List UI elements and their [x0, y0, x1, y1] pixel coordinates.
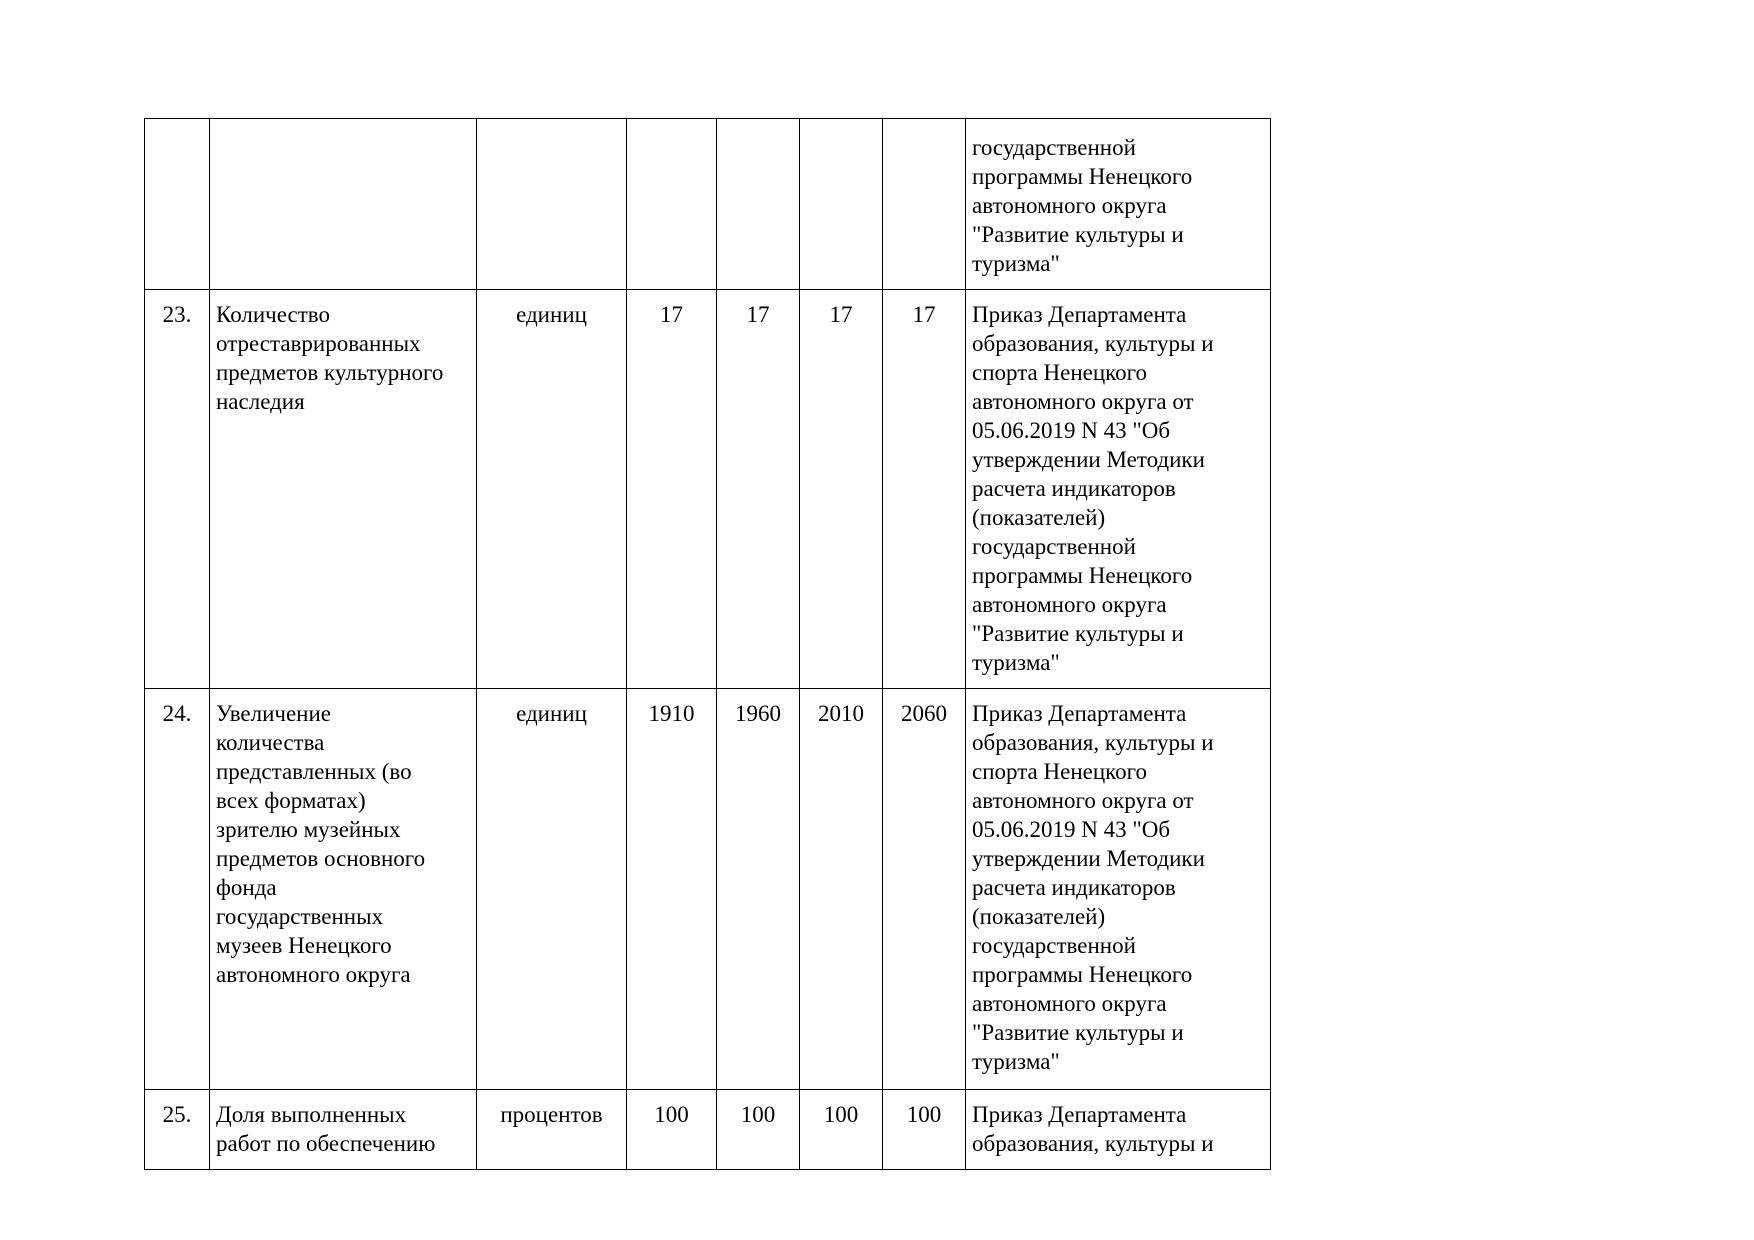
value-cell-2: 17 [717, 290, 800, 689]
table-row [145, 119, 1271, 290]
indicator-name-cell: Количество отреставрированных предметов культурного наследия [210, 290, 477, 689]
unit-cell: единиц [477, 689, 627, 1090]
basis-cell: Приказ Департамента образования, культуры и спорта Ненецкого автономного округа от 05.06.2019 N 43 "Об утверждении Методики расчета индикаторов (показателей) государственной программы Ненецкого автономного округа "Развитие культуры и туризма" [966, 290, 1271, 689]
basis-cell: государственной программы Ненецкого автономного округа "Развитие культуры и туризма" [966, 119, 1271, 290]
value-cell-1: 100 [627, 1090, 717, 1170]
value-cell-2: 1960 [717, 689, 800, 1090]
table-row [145, 689, 1271, 1090]
row-number-cell [145, 119, 210, 290]
value-cell-4: 17 [883, 290, 966, 689]
table-row [145, 1090, 1271, 1170]
value-cell-3: 100 [800, 1090, 883, 1170]
unit-cell [477, 119, 627, 290]
indicator-name-cell [210, 119, 477, 290]
value-cell-3: 17 [800, 290, 883, 689]
value-cell-3: 2010 [800, 689, 883, 1090]
indicators-table [144, 118, 1271, 1170]
value-cell-4: 2060 [883, 689, 966, 1090]
unit-cell: единиц [477, 290, 627, 689]
value-cell-1 [627, 119, 717, 290]
indicator-name-cell: Увеличение количества представленных (во всех форматах) зрителю музейных предметов основного фонда государственных музеев Ненецкого автономного округа [210, 689, 477, 1090]
value-cell-4 [883, 119, 966, 290]
basis-cell: Приказ Департамента образования, культуры и [966, 1090, 1271, 1170]
value-cell-2: 100 [717, 1090, 800, 1170]
value-cell-4: 100 [883, 1090, 966, 1170]
value-cell-1: 17 [627, 290, 717, 689]
indicator-name-cell: Доля выполненных работ по обеспечению [210, 1090, 477, 1170]
value-cell-1: 1910 [627, 689, 717, 1090]
unit-cell: процентов [477, 1090, 627, 1170]
row-number-cell: 25. [145, 1090, 210, 1170]
row-number-cell: 24. [145, 689, 210, 1090]
basis-cell: Приказ Департамента образования, культуры и спорта Ненецкого автономного округа от 05.06.2019 N 43 "Об утверждении Методики расчета индикаторов (показателей) государственной программы Ненецкого автономного округа "Развитие культуры и туризма" [966, 689, 1271, 1090]
row-number-cell: 23. [145, 290, 210, 689]
table-row [145, 290, 1271, 689]
value-cell-2 [717, 119, 800, 290]
value-cell-3 [800, 119, 883, 290]
